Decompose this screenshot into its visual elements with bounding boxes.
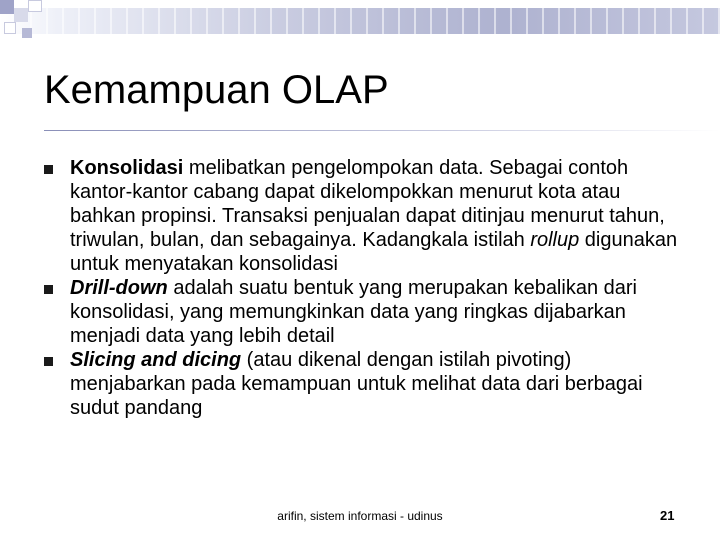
corner-square-decoration [22,28,32,38]
square-bullet-icon [44,165,53,174]
bullet-lead-term: Konsolidasi [70,157,184,179]
bullet-item-drill-down [44,276,684,348]
corner-square-decoration [0,0,14,14]
corner-square-decoration [28,0,42,12]
slide-title: Kemampuan OLAP [44,68,389,112]
bullet-lead-term: Slicing and dicing [70,349,242,371]
page-number: 21 [660,508,675,523]
corner-square-decoration [4,22,16,34]
bullet-item-slicing-dicing [44,348,684,420]
bullet-italic-term: rollup [530,229,580,251]
title-divider [44,130,720,131]
bullet-text: digunakan untuk menyatakan konsolidasi [70,229,678,275]
bullet-item-konsolidasi [44,156,684,276]
slide-footer: arifin, sistem informasi - udinus [277,509,443,523]
bullet-text: melibatkan pengelompokan data. Sebagai contoh kantor-kantor cabang dapat dikelompokkan menurut kota atau bahkan propinsi. Transaksi penjualan dapat ditinjau menurut tahun, triwulan, bulan, dan sebagainya. Kadangkala istilah [70,157,665,251]
bullet-text: (atau dikenal dengan istilah pivoting) menjabarkan pada kemampuan untuk melihat data dari berbagai sudut pandang [70,349,643,419]
bullet-list [44,156,684,420]
bullet-lead-term: Drill-down [70,277,168,299]
bullet-text: adalah suatu bentuk yang merupakan kebalikan dari konsolidasi, yang memungkinkan data yang ringkas dijabarkan menjadi data yang lebih detail [70,277,637,347]
corner-square-decoration [14,8,28,22]
square-bullet-icon [44,357,53,366]
square-bullet-icon [44,285,53,294]
header-stripe-pattern [0,8,720,34]
header-decoration-bar [0,8,720,34]
